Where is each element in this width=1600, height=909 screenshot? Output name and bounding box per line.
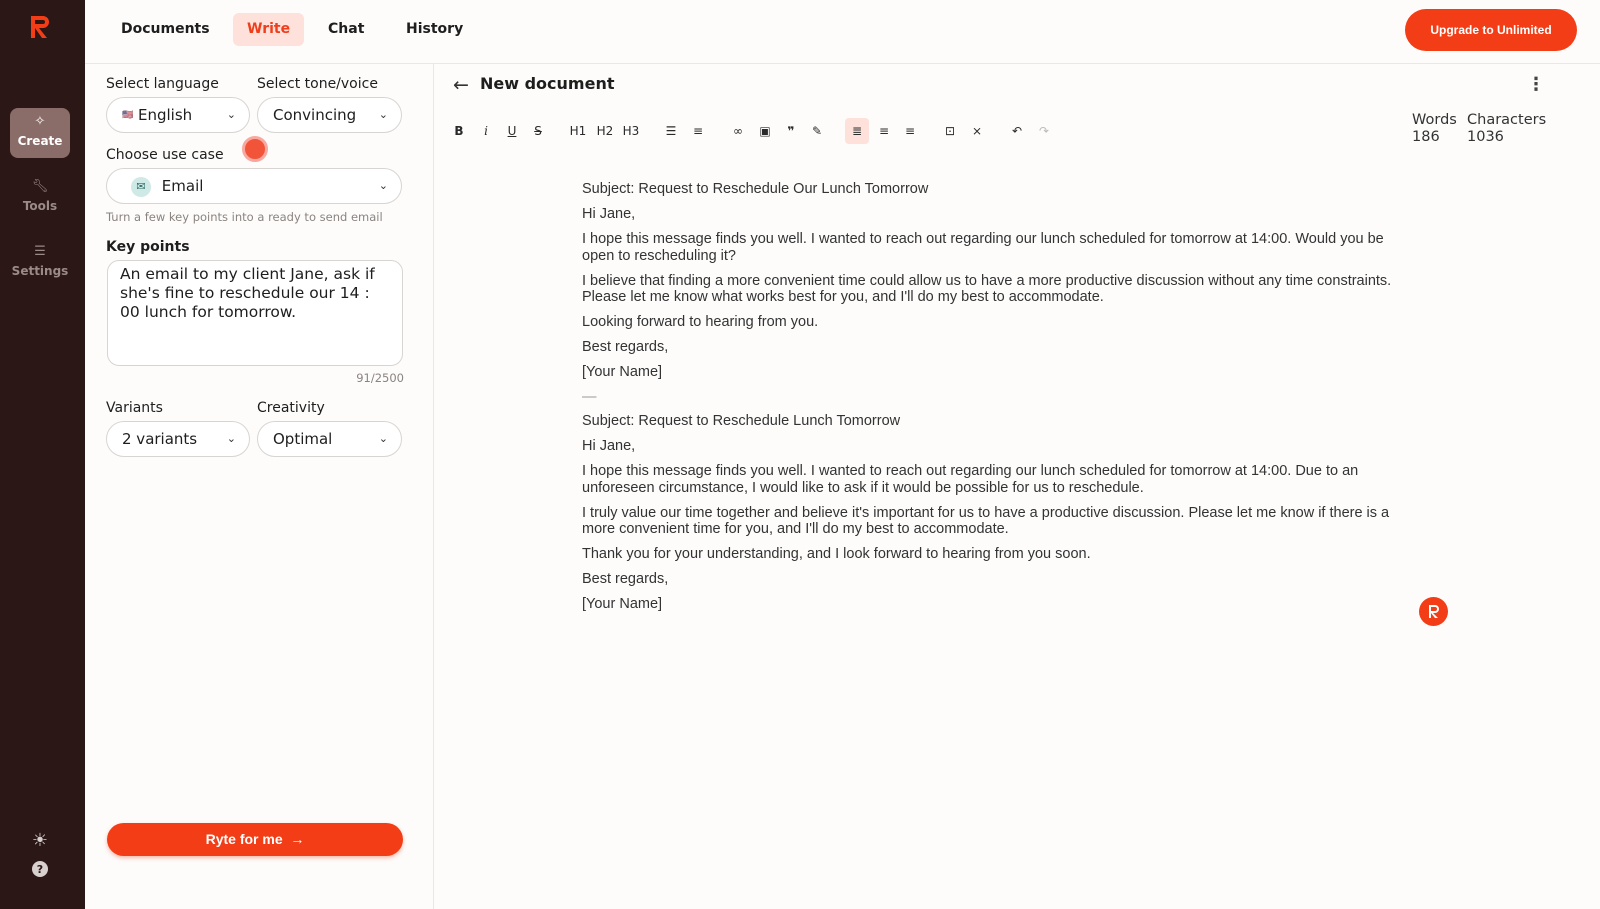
language-select[interactable] [106, 97, 250, 133]
bullet-list-icon[interactable]: ☰ [665, 124, 677, 138]
chevron-down-icon: ⌄ [226, 108, 236, 121]
sun-icon[interactable]: ☀ [31, 830, 49, 851]
chevron-down-icon: ⌄ [226, 432, 236, 445]
h3-button[interactable]: H3 [622, 124, 640, 138]
strikethrough-button[interactable]: S [534, 124, 542, 138]
mail-icon: ✉ [131, 177, 151, 197]
variants-label: Variants [106, 400, 163, 416]
doc-paragraph: I believe that finding a more convenient time could allow us to have a more productive discussion without any time constraints. Please let me know what works best for you, and I'll do my best to accommodate. [582, 272, 1392, 305]
rail-settings[interactable] [10, 238, 70, 288]
doc-paragraph: Best regards, [582, 571, 669, 587]
ryte-logo-icon [1419, 597, 1448, 626]
character-count [1467, 112, 1546, 146]
tab-history[interactable]: History [406, 21, 464, 37]
clear-format-icon[interactable]: ⨯ [971, 124, 983, 138]
rail-tools[interactable] [10, 173, 70, 223]
h1-button[interactable]: H1 [569, 124, 587, 138]
usecase-value: Email [161, 177, 204, 195]
record-indicator [242, 136, 268, 162]
doc-paragraph: I truly value our time together and believe it's important for us to have a productive discussion. Please let me know if there is a more convenient time for you, and I'll do my best to accommodate. [582, 504, 1390, 537]
tone-select[interactable] [257, 97, 402, 133]
quote-icon[interactable]: ❞ [787, 124, 795, 138]
doc-paragraph: I hope this message finds you well. I wanted to reach out regarding our lunch scheduled for tomorrow at 14:00. Would you be open to rescheduling it? [582, 231, 1384, 264]
chevron-down-icon: ⌄ [378, 179, 388, 192]
settings-panel [85, 64, 434, 909]
rail-create-label: Create [17, 134, 63, 148]
tab-documents[interactable]: Documents [121, 21, 210, 37]
top-bar [85, 0, 1600, 64]
underline-button[interactable]: U [507, 124, 517, 138]
tone-label: Select tone/voice [257, 76, 378, 92]
words-label: Words [1412, 112, 1457, 128]
align-left-icon[interactable]: ≣ [845, 118, 869, 144]
doc-paragraph: Subject: Request to Reschedule Lunch Tomorrow [582, 413, 901, 429]
doc-paragraph: Thank you for your understanding, and I look forward to hearing from you soon. [582, 546, 1091, 562]
doc-paragraph: Best regards, [582, 339, 669, 355]
keypoints-textarea[interactable]: An email to my client Jane, ask if she's fine to reschedule our 14 : 00 lunch for tomorrow. [107, 260, 403, 366]
highlight-pen-icon[interactable]: ✎ [811, 124, 823, 138]
ryte-logo[interactable] [29, 14, 53, 40]
doc-paragraph: [Your Name] [582, 596, 663, 612]
keypoints-label: Key points [106, 239, 190, 255]
characters-label: Characters [1467, 112, 1547, 128]
words-value: 186 [1412, 129, 1440, 145]
svg-text:?: ? [36, 863, 44, 876]
align-center-icon[interactable]: ≡ [878, 124, 890, 138]
numbered-list-icon[interactable]: ≡ [692, 124, 704, 138]
ryte-button[interactable] [107, 823, 403, 856]
bold-button[interactable]: B [454, 124, 464, 138]
back-arrow-icon[interactable]: ← [453, 74, 469, 96]
doc-paragraph: Hi Jane, [582, 206, 636, 222]
undo-icon[interactable]: ↶ [1011, 124, 1023, 138]
doc-paragraph: I hope this message finds you well. I wanted to reach out regarding our lunch scheduled for tomorrow at 14:00. Due to an unforeseen circumstance, I would like to ask if it would be possible for us to reschedule. [582, 463, 1359, 496]
document-body[interactable] [582, 181, 1407, 621]
us-flag-icon: 🇺🇸︎ [122, 110, 134, 121]
assistant-fab[interactable] [1419, 597, 1448, 626]
rail-settings-label: Settings [11, 264, 69, 278]
language-value: English [138, 106, 193, 124]
creativity-label: Creativity [257, 400, 325, 416]
word-count [1412, 112, 1457, 146]
image-icon[interactable]: ▣ [759, 124, 771, 138]
redo-icon[interactable]: ↷ [1038, 124, 1050, 138]
h2-button[interactable]: H2 [596, 124, 614, 138]
upgrade-button[interactable]: Upgrade to Unlimited [1405, 9, 1577, 51]
wrench-icon: 🔧︎ [31, 179, 49, 194]
document-title[interactable]: New document [480, 74, 615, 93]
arrow-right-icon: → [286, 831, 305, 847]
characters-value: 1036 [1467, 129, 1504, 145]
creativity-value: Optimal [273, 430, 333, 448]
doc-paragraph: [Your Name] [582, 364, 663, 380]
doc-paragraph: Looking forward to hearing from you. [582, 314, 819, 330]
chevron-down-icon: ⌄ [378, 108, 388, 121]
tab-chat[interactable]: Chat [328, 21, 365, 37]
italic-button[interactable]: i [484, 124, 488, 138]
align-right-icon[interactable]: ≡ [904, 124, 916, 138]
usecase-hint: Turn a few key points into a ready to send email [106, 210, 383, 224]
link-icon[interactable]: ∞ [733, 124, 743, 138]
sparkle-icon: ✧ [34, 114, 46, 129]
left-rail [0, 0, 85, 909]
usecase-select[interactable] [106, 168, 402, 204]
doc-paragraph: Subject: Request to Reschedule Our Lunch Tomorrow [582, 181, 929, 197]
usecase-label: Choose use case [106, 147, 224, 163]
select-all-icon[interactable]: ⊡ [944, 124, 956, 138]
variants-value: 2 variants [122, 430, 198, 448]
tone-value: Convincing [273, 106, 357, 124]
more-options-icon[interactable]: ⋮ [1527, 74, 1545, 95]
help-icon[interactable] [29, 860, 51, 882]
tab-write[interactable]: Write [233, 13, 304, 46]
doc-paragraph: Hi Jane, [582, 438, 636, 454]
doc-separator: — [582, 389, 597, 405]
rail-create[interactable] [10, 108, 70, 158]
sliders-icon: ☰ [34, 244, 46, 259]
creativity-select[interactable] [257, 421, 402, 457]
keypoints-counter: 91/2500 [356, 371, 404, 385]
chevron-down-icon: ⌄ [378, 432, 388, 445]
language-label: Select language [106, 76, 219, 92]
rail-tools-label: Tools [22, 199, 58, 213]
ryte-button-label: Ryte for me [205, 831, 283, 847]
variants-select[interactable] [106, 421, 250, 457]
